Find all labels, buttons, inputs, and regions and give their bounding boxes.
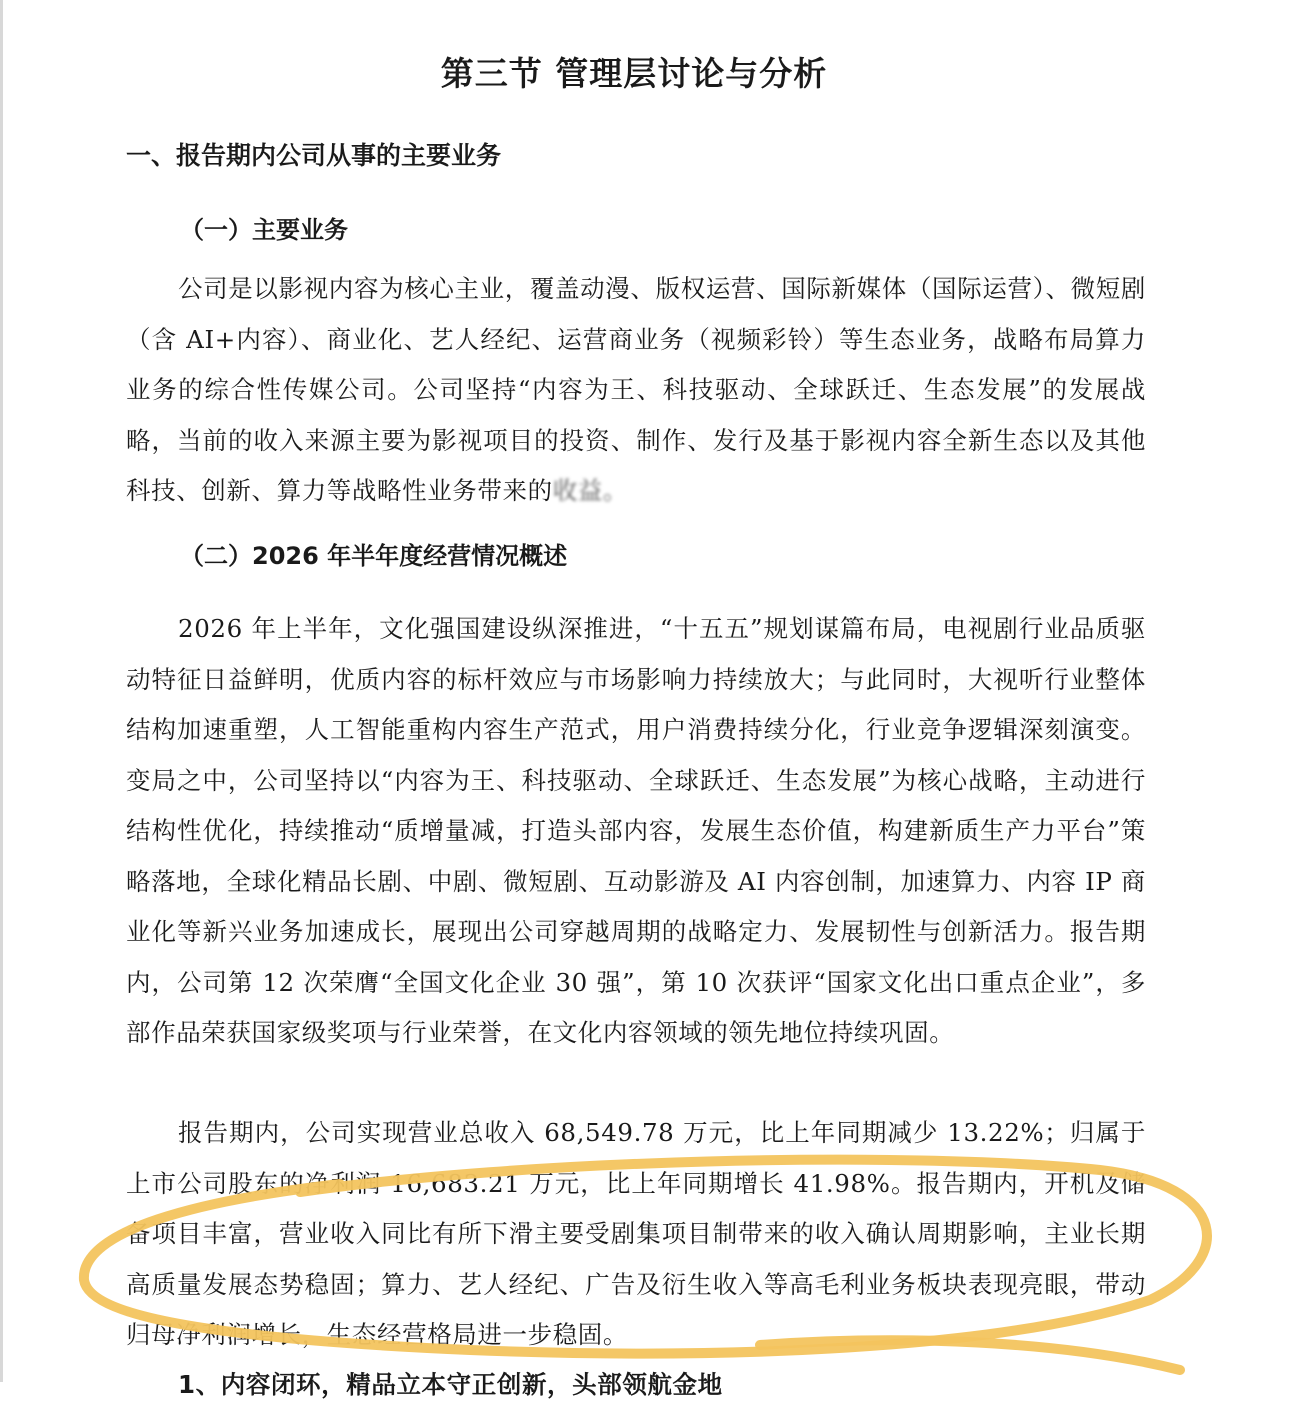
page-left-edge: [0, 0, 3, 1382]
paragraph-industry-overview: 2026 年上半年，文化强国建设纵深推进，“十五五”规划谋篇布局，电视剧行业品质驱动特征日益鲜明，优质内容的标杆效应与市场影响力持续放大；与此同时，大视听行业整体结构加速重塑，人工智能重构内容生产范式，用户消费持续分化，行业竞争逻辑深刻演变。变局之中，公司坚持以“内容为王、科技驱动、全球跃迁、生态发展”为核心战略，主动进行结构性优化，持续推动“质增量减，打造头部内容，发展生态价值，构建新质生产力平台”策略落地，全球化精品长剧、中剧、微短剧、互动影游及 AI 内容创制，加速算力、内容 IP 商业化等新兴业务加速成长，展现出公司穿越周期的战略定力、发展韧性与创新活力。报告期内，公司第 12 次荣膺“全国文化企业 30 强”，第 10 次获评“国家文化出口重点企业”，多部作品荣获国家级奖项与行业荣誉，在文化内容领域的领先地位持续巩固。: [126, 614, 1146, 1047]
heading-main-business: 一、报告期内公司从事的主要业务: [126, 141, 502, 170]
subheading-main-business: （一）主要业务: [180, 216, 348, 244]
paragraph-financial-results: 报告期内，公司实现营业总收入 68,549.78 万元，比上年同期减少 13.22%；归属于上市公司股东的净利润 16,683.21 万元，比上年同期增长 41.98%。报告期内，开机及储备项目丰富，营业收入同比有所下滑主要受剧集项目制带来的收入确认周期影响，主业长期高质量发展态势稳固；算力、艺人经纪、广告及衍生收入等高毛利业务板块表现亮眼，带动归母净利润增长，生态经营格局进一步稳固。: [126, 1118, 1146, 1349]
paragraph-main-business-text: 公司是以影视内容为核心主业，覆盖动漫、版权运营、国际新媒体（国际运营）、微短剧（含 AI+内容）、商业化、艺人经纪、运营商业务（视频彩铃）等生态业务，战略布局算力业务的综合性传媒公司。公司坚持“内容为王、科技驱动、全球跃迁、生态发展”的发展战略，当前的收入来源主要为影视项目的投资、制作、发行及基于影视内容全新生态以及其他科技、创新、算力等战略性业务带来的: [126, 274, 1146, 505]
paragraph-main-business: [126, 264, 1146, 517]
section-title: 第三节 管理层讨论与分析: [440, 54, 828, 93]
paragraph-main-business-tail: 收益。: [552, 476, 629, 505]
subheading-operation-overview: （二）2026 年半年度经营情况概述: [180, 542, 568, 570]
paragraph-next-heading-cut: 1、内容闭环，精品立本守正创新，头部领航金地: [178, 1370, 723, 1399]
